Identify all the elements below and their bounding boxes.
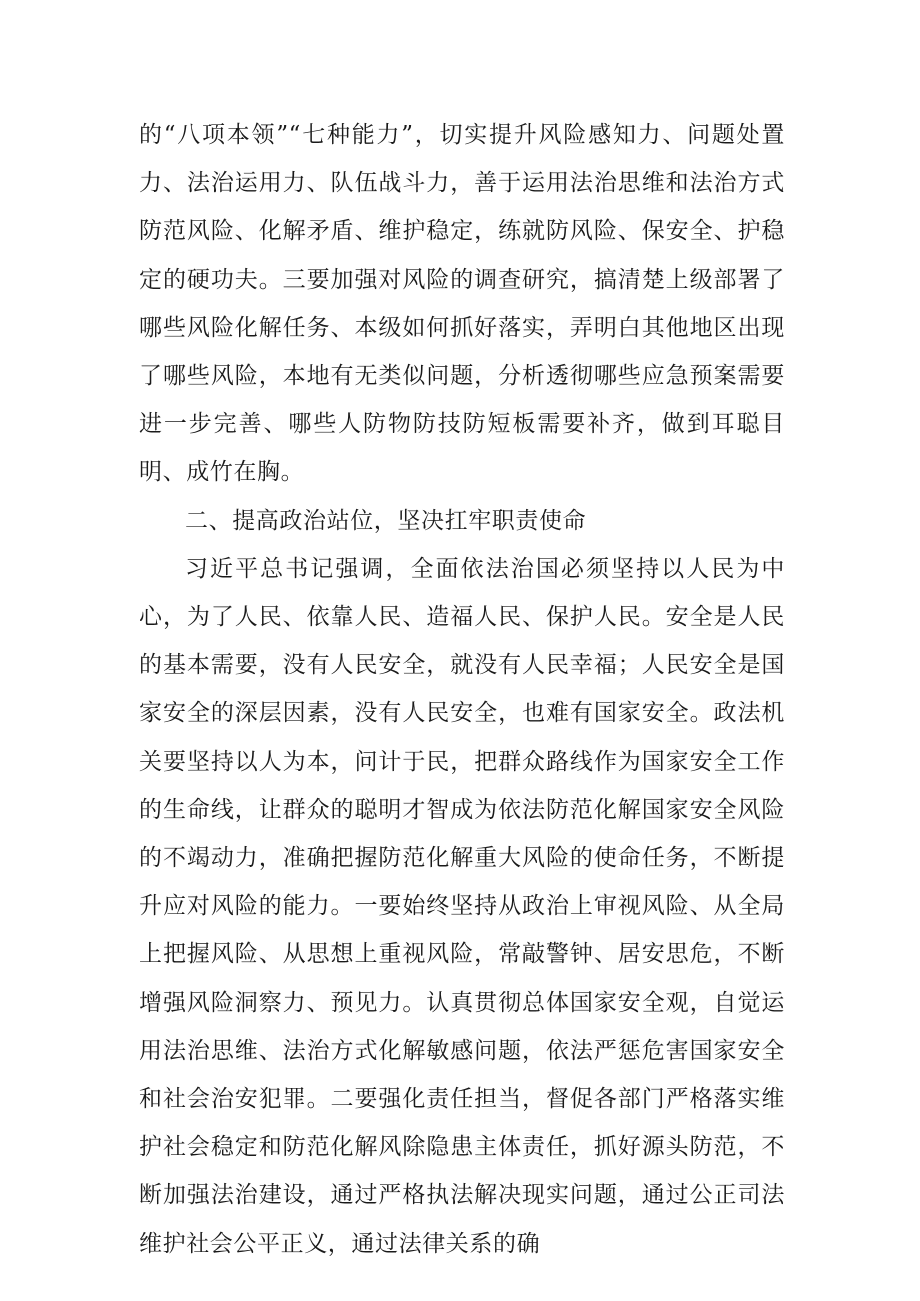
document-body (139, 111, 785, 1268)
paragraph-continued: 的“八项本领”“七种能力”，切实提升风险感知力、问题处置力、法治运用力、队伍战斗力，善于运用法治思维和法治方式防范风险、化解矛盾、维护稳定，练就防风险、保安全、护稳定的硬功夫。三要加强对风险的调查研究，搞清楚上级部署了哪些风险化解任务、本级如何抓好落实，弄明白其他地区出现了哪些风险，本地有无类似问题，分析透彻哪些应急预案需要进一步完善、哪些人防物防技防短板需要补齐，做到耳聪目明、成竹在胸。 (139, 122, 785, 486)
section-heading: 二、提高政治站位，坚决扛牢职责使命 (185, 507, 587, 534)
paragraph-body: 习近平总书记强调，全面依法治国必须坚持以人民为中心，为了人民、依靠人民、造福人民、保护人民。安全是人民的基本需要，没有人民安全，就没有人民幸福；人民安全是国家安全的深层因素，没有人民安全，也难有国家安全。政法机关要坚持以人为本，问计于民，把群众路线作为国家安全工作的生命线，让群众的聪明才智成为依法防范化解国家安全风险的不竭动力，准确把握防范化解重大风险的使命任务，不断提升应对风险的能力。一要始终坚持从政治上审视风险、从全局上把握风险、从思想上重视风险，常敲警钟、居安思危，不断增强风险洞察力、预见力。认真贯彻总体国家安全观，自觉运用法治思维、法治方式化解敏感问题，依法严惩危害国家安全和社会治安犯罪。二要强化责任担当，督促各部门严格落实维护社会稳定和防范化解风除隐患主体责任，抓好源头防范，不断加强法治建设，通过严格执法解决现实问题，通过公正司法维护社会公平正义，通过法律关系的确 (139, 555, 785, 1257)
